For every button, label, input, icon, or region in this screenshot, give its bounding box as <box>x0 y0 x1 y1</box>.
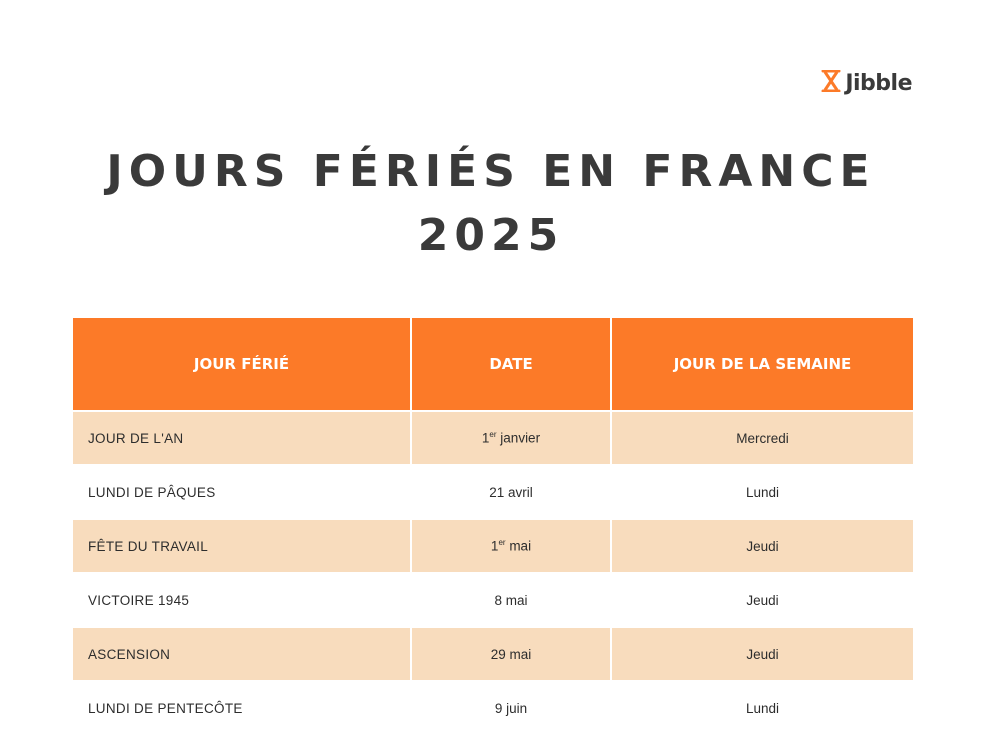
date-day: 8 mai <box>494 592 528 608</box>
title-line-2: 2025 <box>417 210 565 261</box>
column-header-weekday: JOUR DE LA SEMAINE <box>611 318 913 411</box>
title-line-1: JOURS FÉRIÉS EN FRANCE <box>106 146 876 197</box>
holiday-name: ASCENSION <box>73 627 411 681</box>
holiday-date <box>411 573 611 627</box>
date-month: janvier <box>496 430 541 446</box>
date-day: 1 <box>481 430 490 446</box>
date-day: 1 <box>490 538 499 554</box>
date-ordinal-suffix: er <box>498 538 506 548</box>
logo-text: Jibble <box>845 71 912 96</box>
holidays-table <box>73 318 913 734</box>
holiday-name: JOUR DE L'AN <box>73 411 411 465</box>
holiday-weekday: Mercredi <box>611 411 913 465</box>
date-day: 29 mai <box>490 646 532 662</box>
holiday-weekday: Lundi <box>611 681 913 734</box>
holiday-name: FÊTE DU TRAVAIL <box>73 519 411 573</box>
table-row <box>73 411 913 465</box>
date-day: 21 avril <box>489 484 533 500</box>
holiday-name: LUNDI DE PÂQUES <box>73 465 411 519</box>
holiday-date <box>411 465 611 519</box>
holiday-date <box>411 627 611 681</box>
holiday-date <box>411 681 611 734</box>
page-title <box>0 140 982 268</box>
column-header-holiday: JOUR FÉRIÉ <box>73 318 411 411</box>
holiday-date <box>411 411 611 465</box>
table-row <box>73 519 913 573</box>
holiday-weekday: Jeudi <box>611 573 913 627</box>
table-row <box>73 681 913 734</box>
table-row <box>73 627 913 681</box>
hourglass-icon <box>821 70 841 97</box>
holiday-name: VICTOIRE 1945 <box>73 573 411 627</box>
date-month: mai <box>505 538 532 554</box>
holiday-date <box>411 519 611 573</box>
table-row <box>73 573 913 627</box>
holiday-weekday: Jeudi <box>611 519 913 573</box>
holiday-weekday: Lundi <box>611 465 913 519</box>
jibble-logo <box>821 70 912 97</box>
holiday-name: LUNDI DE PENTECÔTE <box>73 681 411 734</box>
date-day: 9 juin <box>494 700 528 716</box>
holiday-weekday: Jeudi <box>611 627 913 681</box>
table-row <box>73 465 913 519</box>
table-header-row <box>73 318 913 411</box>
date-ordinal-suffix: er <box>489 430 497 440</box>
column-header-date: DATE <box>411 318 611 411</box>
